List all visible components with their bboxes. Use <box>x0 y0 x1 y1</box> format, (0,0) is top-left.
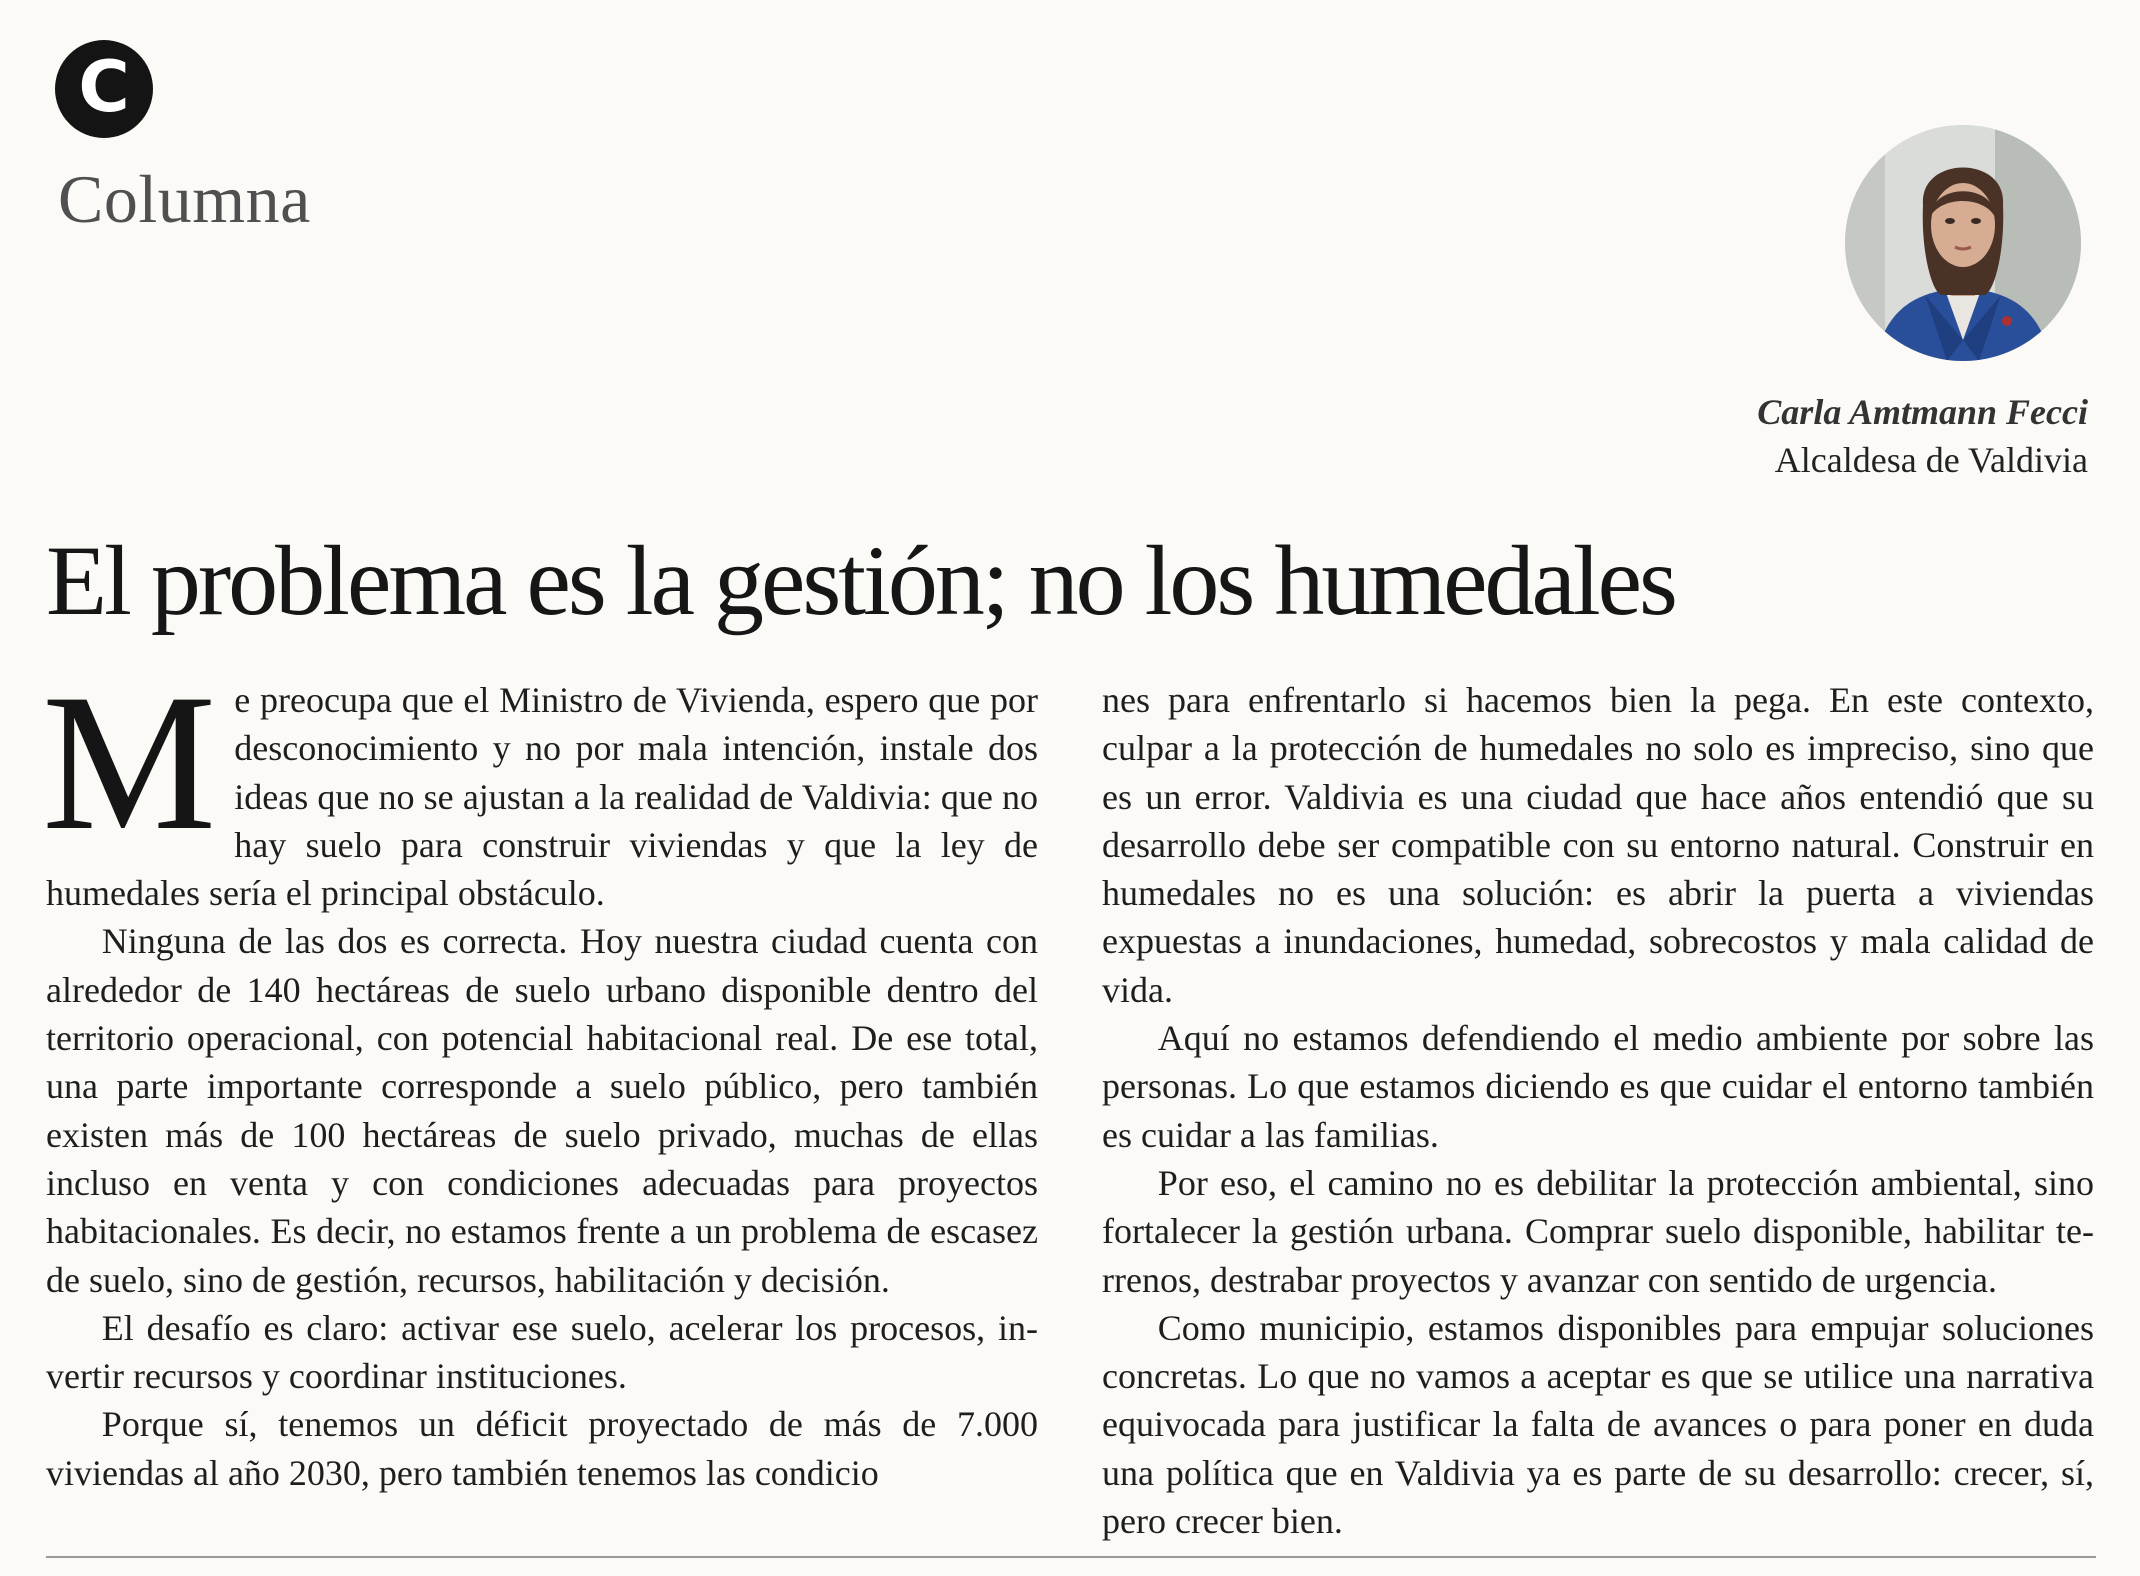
author-portrait <box>1845 125 2081 361</box>
section-title: Columna <box>58 161 311 237</box>
bottom-rule <box>46 1556 2096 1558</box>
paragraph: Ninguna de las dos es correcta. Hoy nuestra ciudad cuenta con alrededor de 140 hectáreas de suelo urbano disponible dentro del territorio operacional, con potencial habitacional real. De ese total, una parte importante corresponde a suelo público, pero también existen más de 100 hectáreas de suelo privado, muchas de ellas incluso en venta y con condiciones adecuadas para proyectos habitacionales. Es decir, no estamos frente a un problema de escasez de suelo, sino de gestión, recursos, habilitación y decisión. <box>46 921 1038 1300</box>
author-role: Alcaldesa de Valdivia <box>1774 440 2088 480</box>
article-column-1 <box>42 654 1038 1497</box>
headline: El problema es la gestión; no los humedales <box>46 525 1675 636</box>
section-logo <box>55 40 153 138</box>
paragraph: Porque sí, tenemos un déficit proyectado de más de 7.000 viviendas al año 2030, pero también tenemos las condicio <box>46 1404 1038 1493</box>
drop-cap: M <box>42 654 217 871</box>
paragraph: El desafío es claro: activar ese suelo, acelerar los procesos, invertir recursos y coordinar instituciones. <box>46 1307 1038 1397</box>
byline <box>1757 388 2088 484</box>
paragraph: Por eso, el camino no es debilitar la protección ambiental, sino fortalecer la gestión urbana. Comprar suelo disponible, habilitar terrenos, destrabar proyectos y avanzar con sentido de urgencia. <box>1102 1162 2094 1300</box>
logo-letter: C <box>78 46 130 128</box>
paragraph: nes para enfrentarlo si hacemos bien la pega. En este contexto, culpar a la protección de humedales no solo es impreciso, sino que es un error. Valdivia es una ciudad que hace años entendió que su desarrollo debe ser compatible con su entorno natural. Construir en humedales no es una solución: es abrir la puerta a viviendas expuestas a inundaciones, humedad, sobrecostos y mala calidad de vida. <box>1102 680 2094 1010</box>
author-name: Carla Amtmann Fecci <box>1757 392 2088 432</box>
article-column-2 <box>1102 676 2094 1545</box>
paragraph: Como municipio, estamos disponibles para empujar soluciones concretas. Lo que no vamos a aceptar es que se utilice una narrativa equivocada para justificar la falta de avances o para poner en duda una política que en Valdivia ya es parte de su desarrollo: crecer, sí, pero crecer bien. <box>1102 1307 2094 1542</box>
paragraph: Aquí no estamos defendiendo el medio ambiente por sobre las personas. Lo que estamos diciendo es que cuidar el entorno también es cuidar a las familias. <box>1102 1018 2094 1155</box>
paragraph: e preocupa que el Ministro de Vivienda, espero que por desconocimiento y no por mala intención, instale dos ideas que no se ajustan a la realidad de Valdivia: que no hay suelo para construir viviendas y que la ley de humedales sería el principal obstáculo. <box>46 680 1038 914</box>
